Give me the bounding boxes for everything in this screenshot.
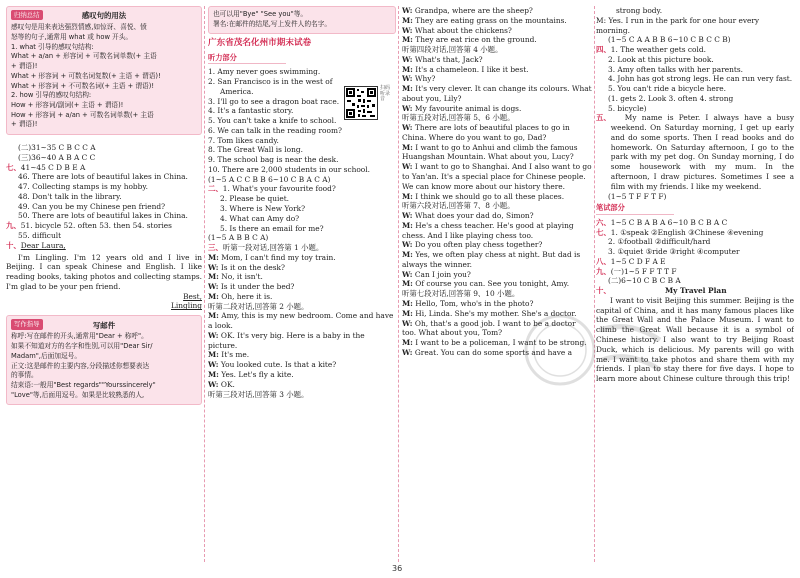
dialog-line: Mom, I can't find my toy train.: [221, 252, 336, 262]
speaker: M:: [402, 142, 413, 152]
answer-line: (二)6~10 C B C B A: [608, 276, 681, 286]
summary-line: What + 形容词 + 可数名词复数(+ 主语 + 谓语)!: [11, 71, 161, 80]
speaker: M:: [402, 84, 413, 94]
dialog-line: [402, 211, 592, 221]
speaker: M:: [402, 338, 413, 348]
dialog-line: OK. It's very big. Here is a baby in the picture.: [208, 330, 365, 350]
transcript-line: 2. Look at this picture book.: [608, 54, 714, 64]
dialog-text: I want to go to Anhui and climb the famous Huangshan Mountain. What about you, Lucy?: [402, 142, 578, 162]
speaker: W:: [402, 240, 413, 250]
transcript-line: 4. John has got strong legs. He can run very fast.: [608, 74, 793, 84]
dialog-text: I think we should go to all these places.: [415, 191, 565, 201]
speaker: M:: [208, 350, 219, 360]
dialog-heading: [402, 201, 592, 211]
speaker: M:: [402, 191, 413, 201]
dialog-line: [402, 143, 592, 163]
dialog-line: [402, 104, 592, 114]
dialog-line: [402, 55, 592, 65]
dialog-line: Oh, here it is.: [221, 291, 273, 301]
dialog-text: Grandpa, where are the sheep?: [414, 6, 533, 15]
dialog-line: [402, 319, 592, 339]
section-label: 七、: [6, 162, 21, 172]
answer-line: 51. bicycle 52. often 53. then 54. stories: [20, 221, 172, 231]
summary-line: + 谓语)!: [11, 62, 38, 71]
dialog-heading: 听第三段对话,回答第 3 小题。: [208, 389, 309, 399]
transcript-line: 2. San Francisco is in the west of: [208, 77, 333, 87]
dialog-heading: [402, 45, 592, 55]
guide-line: "Love"等,后面用逗号。如果是比较熟悉的人,: [11, 390, 145, 399]
dialog-line: Yes. Let's fly a kite.: [221, 370, 294, 380]
speaker: W:: [402, 25, 413, 35]
dialog-text: Do you often play chess together?: [414, 240, 543, 250]
dialog-text: 听第五段对话,回答第 5、6 小题。: [402, 113, 515, 123]
dialog-line: [402, 338, 592, 348]
dialog-line: It's me.: [221, 350, 250, 360]
speaker: W:: [402, 347, 413, 357]
letter-body: I'm Lingling. I'm 12 years old and I live in Beijing. I can speak Chinese and English. I like reading books, taking photos and collecting stamps. I'm glad to be your pen friend.: [6, 252, 202, 291]
answer-line: 46. There are lots of beautiful lakes in China.: [18, 172, 188, 182]
section-label: 十、: [596, 286, 611, 296]
column-4: [596, 6, 794, 564]
dialog-line: [402, 348, 592, 358]
speaker: W:: [402, 162, 413, 172]
passage-text: My name is Peter. I always have a busy weekend. On Saturday morning, I get up early and do some sports. Then I read books and do homework. On Saturday afternoon, I go to the park with my pet dog. On Sunday morning, I do some housework with my mum. In the afternoon, I draw pictures. Sometimes I see a film with my friends. I like my weekend.: [610, 113, 794, 191]
dialog-line: [402, 162, 592, 191]
answer-line: 2. ①football ②difficult/hard: [608, 237, 711, 247]
transcript-line: 5. You can't ride a bicycle here.: [608, 84, 726, 94]
summary-line: What + a/an + 形容词 + 可数名词单数(+ 主语: [11, 52, 157, 61]
writing-guide-tag: 写作指导: [11, 319, 43, 329]
summary-line: What + 形容词 + 不可数名词(+ 主语 + 谓语)!: [11, 81, 155, 90]
answer-line: 55. difficult: [18, 231, 62, 241]
dialog-line: [402, 270, 592, 280]
writing-guide-title: 写邮件: [92, 320, 116, 330]
answer-line: (1~5 C A A B B 6~10 C B C C B): [608, 35, 731, 45]
answer-line: 3. ①quiet ⑤ride ③right ④computer: [608, 247, 740, 257]
column-3: [402, 6, 592, 564]
guide-line: 结束语:一般用"Best regards""Yourssincerely": [11, 380, 156, 389]
transcript-line: America.: [220, 86, 254, 96]
column-divider: [204, 6, 205, 562]
speaker: W:: [402, 74, 413, 84]
speaker: M:: [402, 308, 413, 318]
section-label: 九、: [6, 221, 21, 231]
dialog-text: It's a chameleon. I like it best.: [415, 64, 529, 74]
qr-code-icon[interactable]: [344, 86, 378, 120]
summary-line: 2. how 引导的感叹句结构:: [11, 91, 92, 100]
dialog-text: Yes, we often play chess at night. But dad is always the winner.: [402, 250, 581, 269]
answer-line: (1~5 A B B C A): [208, 233, 269, 243]
dialog-line: [402, 299, 592, 309]
summary-line: 感叹句是用来表达强烈情感,如惊讶、喜悦、愤: [11, 23, 147, 32]
essay-title: My Travel Plan: [664, 286, 727, 296]
dialog-line: strong body.: [616, 6, 663, 15]
answer-line: (1~5 T F F T F): [608, 191, 667, 201]
answer-line: (1~5 A C C B B 6~10 C B A C A): [208, 174, 331, 184]
dialog-text: There are lots of beautiful places to go in China. Where do you want to go, Dad?: [402, 123, 570, 142]
exam-title: 广东省茂名化州市期末试卷: [208, 38, 312, 49]
dialog-line: [402, 74, 592, 84]
section-label: 九、: [596, 266, 611, 276]
answers-block-a: [6, 143, 202, 311]
answer-line: 49. Can you be my Chinese pen friend?: [18, 201, 166, 211]
guide-line: 也可以用"Bye" "See you"等。: [213, 10, 308, 18]
answer-line: (二)31~35 C B C C A: [18, 143, 96, 153]
speaker: W:: [402, 318, 413, 328]
speaker: W:: [402, 103, 413, 113]
transcript-line: 6. We can talk in the reading room?: [208, 125, 342, 135]
writing-guide-box: [6, 315, 202, 405]
dialog-text: They are eat rice on the ground.: [415, 35, 537, 45]
dialog-line: [402, 192, 592, 202]
transcript-line: 8. The Great Wall is long.: [208, 145, 303, 155]
guide-continued-box: [208, 6, 396, 34]
dialog-text: I want to be a policeman, I want to be strong.: [415, 338, 587, 348]
speaker: W:: [402, 54, 413, 64]
speaker: M:: [402, 279, 413, 289]
speaker: W:: [402, 123, 413, 133]
dialog-line: [402, 35, 592, 45]
speaker: M:: [402, 35, 413, 45]
speaker: M:: [208, 272, 219, 282]
guide-line: 署名:在邮件的结尾,写上发件人的名字。: [213, 19, 332, 28]
dialog-line: [402, 6, 592, 16]
dialog-line: Is it on the desk?: [220, 262, 285, 272]
dialog-heading: [402, 113, 592, 123]
dialog-text: Of course you can. See you tonight, Amy.: [415, 279, 570, 289]
speaker: M:: [402, 64, 413, 74]
essay-text: I want to visit Beijing this summer. Beijing is the capital of China, and it has many famous places like the Great Wall and the Palace Museum. I want to climb the Great Wall because it is a symbol of Chinese history. I also want to try Beijing Roast Duck, which is delicious. My parents will go with me. I want to take photos and share them with my friends. I plan to stay there for five days. I hope to learn more about Chinese culture through this trip!: [596, 295, 794, 384]
dialog-line: Amy, this is my new bedroom. Come and have a look.: [208, 311, 394, 331]
answer-line: 1~5 C B A B A 6~10 B C B A C: [610, 217, 728, 227]
dialog-line: M: Yes. I run in the park for one hour every morning.: [596, 15, 760, 35]
dialog-line: [402, 240, 592, 250]
guide-line: 正文:这是邮件的主要内容,分段描述你想要表达: [11, 361, 150, 370]
speaker: M:: [208, 370, 219, 380]
speaker: W:: [208, 360, 219, 370]
dialog-text: My favourite animal is dogs.: [414, 103, 522, 113]
answer-line: 50. There are lots of beautiful lakes in China.: [18, 211, 188, 221]
dialog-line: [402, 16, 592, 26]
guide-line: 称呼:写在邮件的开头,通常用"Dear + 称呼"。: [11, 332, 148, 341]
page-number: 36: [392, 564, 403, 573]
dialog-line: [402, 65, 592, 75]
dialog-line: [402, 279, 592, 289]
column-divider: [594, 6, 595, 562]
summary-line: How + 形容词/副词(+ 主语 + 谓语)!: [11, 100, 124, 109]
dialog-text: 听第六段对话,回答第 7、8 小题。: [402, 201, 515, 211]
speaker: M:: [208, 252, 219, 262]
transcript-line: 1. What's your favourite food?: [222, 184, 336, 194]
letter-closing: Best,: [183, 291, 202, 301]
speaker: W:: [402, 211, 413, 221]
transcript-line: 7. Tom likes candy.: [208, 135, 279, 145]
section-label: 六、: [596, 217, 611, 227]
transcript-line: 1. The weather gets cold.: [610, 45, 706, 55]
column-divider: [398, 6, 399, 562]
guide-line: 如果不知道对方的名字和性别,可以用"Dear Sir/: [11, 342, 153, 351]
dialog-text: What does your dad do, Simon?: [414, 211, 534, 221]
speaker: W:: [402, 6, 413, 15]
speaker: W:: [208, 379, 219, 389]
summary-line: + 谓语)!: [11, 120, 38, 129]
speaker: M:: [402, 220, 413, 230]
dialog-text: What's that, Jack?: [414, 54, 483, 64]
answer-line: (一)1~5 F F T T F: [610, 266, 677, 276]
listening-section-title: 听力部分: [208, 53, 286, 65]
transcript-line: 4. What can Amy do?: [220, 213, 300, 223]
guide-line: 的事情。: [11, 371, 38, 380]
transcript-line: 1. Amy never goes swimming.: [208, 67, 321, 77]
column-1: [6, 6, 202, 564]
dialog-text: I want to go to Shanghai. And I also want to go to Yan'an. It's a special place for Chinese people. We can know more about our history there.: [402, 162, 592, 191]
section-label: 十、: [6, 240, 21, 250]
speaker: M:: [208, 291, 219, 301]
answer-line: 1. ①speak ②English ③Chinese ④evening: [610, 227, 764, 237]
transcript-line: 4. It's a fantastic story.: [208, 106, 294, 116]
summary-box: [6, 6, 202, 135]
dialog-line: [402, 221, 592, 241]
dialog-text: Hello, Tom, who's in the photo?: [415, 298, 534, 308]
speaker: W:: [208, 330, 219, 340]
speaker: M:: [402, 250, 413, 260]
guide-line: Madam",后面加逗号。: [11, 351, 82, 360]
speaker: W:: [208, 262, 219, 272]
dialog-line: [402, 123, 592, 143]
dialog-line: You looked cute. Is that a kite?: [220, 360, 337, 370]
dialog-heading: [402, 289, 592, 299]
answer-line: 5. bicycle): [608, 103, 647, 113]
transcript-line: 2. Please be quiet.: [220, 194, 290, 204]
answer-line: 47. Collecting stamps is my hobby.: [18, 182, 148, 192]
summary-line: 怒等的句子,通常用 what 或 how 开头。: [11, 32, 133, 41]
dialog-text: He's a chess teacher. He's good at playing chess. And I like playing chess too.: [402, 220, 574, 240]
qr-label: 扫码听录音: [380, 85, 391, 102]
speaker: M:: [208, 311, 219, 321]
speaker: M:: [402, 15, 413, 25]
dialog-text: What about the chickens?: [414, 25, 512, 35]
letter-signature: Lingling: [171, 301, 202, 311]
answer-line: 1~5 C D F A E: [610, 256, 666, 266]
dialog-line: [402, 309, 592, 319]
dialog-heading: 听第二段对话,回答第 2 小题。: [208, 301, 309, 311]
dialog-text: Hi, Linda. She's my mother. She's a doctor.: [415, 308, 577, 318]
transcript-line: 10. There are 2,000 students in our school.: [208, 164, 370, 174]
dialog-text: Why?: [414, 74, 436, 84]
summary-line: How + 形容词 + a/an + 可数名词单数(+ 主语: [11, 110, 154, 119]
dialog-text: They are eating grass on the mountains.: [415, 15, 567, 25]
section-label: 四、: [596, 45, 611, 55]
section-label: 八、: [596, 256, 611, 266]
dialog-line: [402, 84, 592, 104]
transcript-line: 3. I'll go to see a dragon boat race.: [208, 96, 340, 106]
answer-line: (1. gets 2. Look 3. often 4. strong: [608, 93, 734, 103]
answer-line: 41~45 C D B E A: [20, 162, 86, 172]
dialog-text: It's very clever. It can change its colours. What about you, Lily?: [402, 84, 592, 103]
section-label: 二、: [208, 184, 223, 194]
dialog-text: 听第七段对话,回答第 9、10 小题。: [402, 289, 520, 299]
section-label: 五、: [596, 113, 611, 123]
transcript-line: 3. Where is New York?: [220, 204, 306, 213]
answer-line: (三)36~40 A B A C C: [18, 152, 96, 162]
speaker: W:: [402, 269, 413, 279]
dialog-line: No, it isn't.: [221, 272, 263, 282]
dialog-line: OK.: [220, 379, 235, 389]
section-label: 七、: [596, 227, 611, 237]
dialog-line: [402, 250, 592, 270]
summary-line: 1. what 引导的感叹句结构:: [11, 42, 94, 51]
written-section-title: 笔试部分: [596, 203, 674, 215]
letter-greeting: Dear Laura,: [20, 240, 66, 250]
transcript-line: 9. The school bag is near the desk.: [208, 155, 339, 165]
section-label: 三、: [208, 243, 223, 253]
summary-title: 感叹句的用法: [81, 11, 127, 21]
dialog-text: Oh, that's a good job. I want to be a doctor too. What about you, Tom?: [402, 318, 576, 338]
transcript-line: 5. You can't take a knife to school.: [208, 116, 337, 126]
dialog-text: Great. You can do some sports and have a: [414, 347, 573, 357]
speaker: M:: [402, 298, 413, 308]
dialog-text: 听第四段对话,回答第 4 小题。: [402, 45, 503, 55]
transcript-line: 5. Is there an email for me?: [220, 223, 324, 233]
dialog-text: Can I join you?: [414, 269, 471, 279]
dialog-line: Is it under the bed?: [220, 282, 295, 292]
speaker: W:: [208, 282, 219, 292]
dialog-line: [402, 26, 592, 36]
dialog-heading: 听第一段对话,回答第 1 小题。: [222, 243, 324, 253]
answer-line: 48. Don't talk in the library.: [18, 191, 122, 201]
summary-tag: 归纳总结: [11, 10, 43, 20]
transcript-line: 3. Amy often talks with her parents.: [608, 64, 743, 74]
